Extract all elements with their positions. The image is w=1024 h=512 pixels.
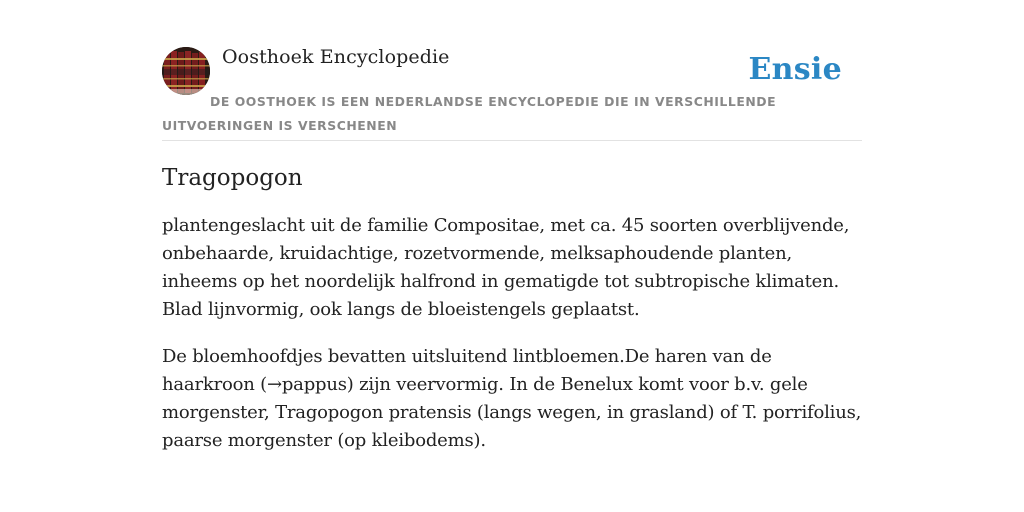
article-paragraph-2: De bloemhoofdjes bevatten uitsluitend lintbloemen.De haren van de haarkroon (→pappus) zijn veervormig. In de Benelux komt voor b.v. gele morgenster, Tragopogon pratensis (langs wegen, in grasland) of T. porrifolius, paarse morgenster (op kleibodems). [162,346,862,451]
article-paragraph-1: plantengeslacht uit de familie Compositae, met ca. 45 soorten overblijvende, onbehaarde, kruidachtige, rozetvormende, melksaphoudende planten, inheems op het noordelijk halfrond in gematigde tot subtropische klimaten. Blad lijnvormig, ook langs de bloeistengels geplaatst. [162,215,850,320]
ensie-logo-link[interactable]: Ensie [748,52,842,87]
article [162,158,862,474]
encyclopedia-books-icon [162,47,210,95]
article-title: Tragopogon [162,165,303,191]
source-avatar[interactable] [162,47,210,95]
source-description: DE OOSTHOEK IS EEN NEDERLANDSE ENCYCLOPEDIE DIE IN VERSCHILLENDE UITVOERINGEN IS VERSCHENEN [162,94,777,133]
source-header [162,44,862,141]
source-title[interactable]: Oosthoek Encyclopedie [222,46,450,68]
